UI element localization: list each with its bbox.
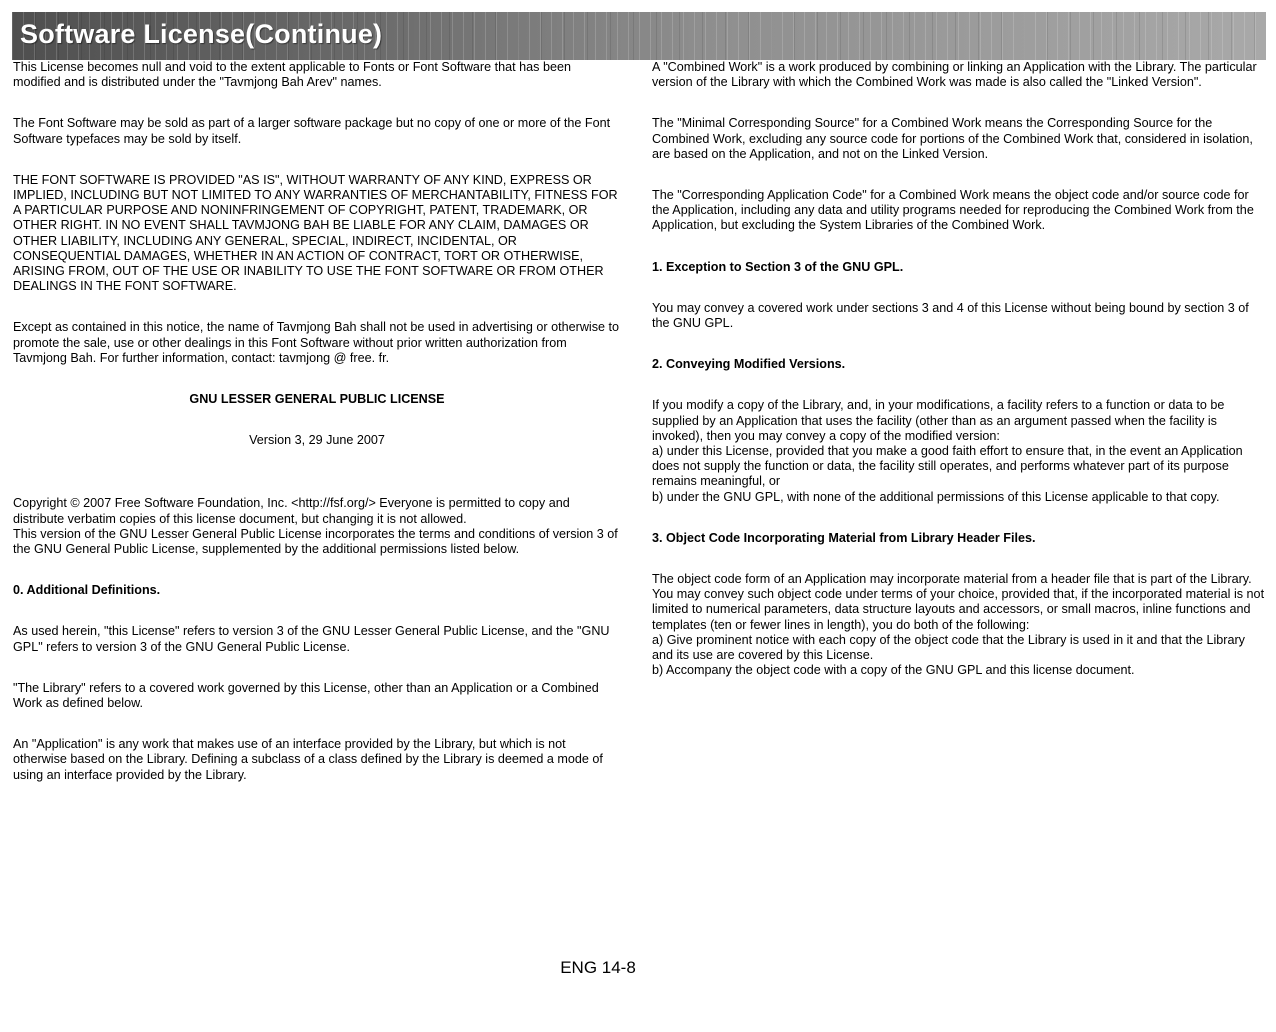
paragraph-copyright: Copyright © 2007 Free Software Foundation, Inc. <http://fsf.org/> Everyone is permitted to copy and distribute verbatim copies of this license document, but changing it is not allowed. This version of the GNU Lesser General Public License incorporates the terms and conditions of version 3 of the GNU General Public License, supplemented by the additional permissions listed below. bbox=[13, 496, 618, 557]
left-column bbox=[13, 60, 621, 809]
paragraph-font-null-void: This License becomes null and void to the extent applicable to Fonts or Font Software that has been modified and is distributed under the "Tavmjong Bah Arev" names. bbox=[13, 60, 571, 90]
paragraph-font-name-notice: Except as contained in this notice, the name of Tavmjong Bah shall not be used in advertising or otherwise to promote the sale, use or other dealings in this Font Software without prior written authorization from Tavmjong Bah. For further information, contact: tavmjong @ free. fr. bbox=[13, 320, 620, 365]
paragraph-font-sale: The Font Software may be sold as part of a larger software package but no copy of one or more of the Font Software typefaces may be sold by itself. bbox=[13, 116, 611, 146]
paragraph-convey-covered-work: You may convey a covered work under sections 3 and 4 of this License without being bound by section 3 of the GNU GPL. bbox=[652, 300, 1249, 331]
paragraph-the-library: "The Library" refers to a covered work governed by this License, other than an Application or a Combined Work as defined below. bbox=[13, 680, 599, 711]
heading-object-code-header: 3. Object Code Incorporating Material from Library Header Files. bbox=[652, 530, 1036, 545]
page-title: Software License(Continue) bbox=[20, 19, 383, 49]
paragraph-minimal-source: The "Minimal Corresponding Source" for a Combined Work means the Corresponding Source for the Combined Work, excluding any source code for portions of the Combined Work that, considered in isolation, are based on the Application, and not on the Linked Version. bbox=[652, 116, 1253, 161]
paragraph-application-code: The "Corresponding Application Code" for a Combined Work means the object code and/or source code for the Application, including any data and utility programs needed for reproducing the Combined Work from the Application, but excluding the System Libraries of the Combined Work. bbox=[652, 188, 1254, 233]
section-title-lgpl: GNU LESSER GENERAL PUBLIC LICENSE bbox=[189, 392, 445, 407]
page-number: ENG 14-8 bbox=[560, 958, 636, 977]
paragraph-this-license: As used herein, "this License" refers to version 3 of the GNU Lesser General Public License, and the "GNU GPL" refers to version 3 of the GNU General Public License. bbox=[13, 624, 610, 654]
paragraph-font-warranty: THE FONT SOFTWARE IS PROVIDED "AS IS", WITHOUT WARRANTY OF ANY KIND, EXPRESS OR IMPLIED, INCLUDING BUT NOT LIMITED TO ANY WARRANTIES OF MERCHANTABILITY, FITNESS FOR A PARTICULAR PURPOSE AND NONINFRINGEMENT OF COPYRIGHT, PATENT, TRADEMARK, OR OTHER RIGHT. IN NO EVENT SHALL TAVMJONG BAH BE LIABLE FOR ANY CLAIM, DAMAGES OR OTHER LIABILITY, INCLUDING ANY GENERAL, SPECIAL, INDIRECT, INCIDENTAL, OR CONSEQUENTIAL DAMAGES, WHETHER IN AN ACTION OF CONTRACT, TORT OR OTHERWISE, ARISING FROM, OUT OF THE USE OR INABILITY TO USE THE FONT SOFTWARE OR FROM OTHER DEALINGS IN THE FONT SOFTWARE. bbox=[13, 172, 618, 294]
heading-conveying-modified: 2. Conveying Modified Versions. bbox=[652, 357, 846, 372]
paragraph-combined-work: A "Combined Work" is a work produced by combining or linking an Application with the Library. The particular version of the Library with which the Combined Work was made is also called the "Linked Version". bbox=[652, 60, 1257, 90]
paragraph-application: An "Application" is any work that makes use of an interface provided by the Library, but which is not otherwise based on the Library. Defining a subclass of a class defined by the Library is deemed a mode of using an interface provided by the Library. bbox=[13, 737, 603, 782]
paragraph-object-code-form: The object code form of an Application may incorporate material from a header file that is part of the Library. You may convey such object code under terms of your choice, provided that, if the incorporated material is not limited to numerical parameters, data structure layouts and accessors, or small macros, inline functions and templates (ten or fewer lines in length), you do both of the following: a) Give prominent notice with each copy of the object code that the Library is used in it and that the Library and its use are covered by this License. b) Accompany the object code with a copy of the GNU GPL and this license document. bbox=[652, 572, 1265, 678]
paragraph-modify-library: If you modify a copy of the Library, and, in your modifications, a facility refers to a function or data to be supplied by an Application that uses the facility (other than as an argument passed when the facility is invoked), then you may convey a copy of the modified version: a) under this License, provided that you make a good faith effort to ensure that, in the event an Application does not supply the function or data, the facility still operates, and performs whatever part of its purpose remains meaningful, or b) under the GNU GPL, with none of the additional permissions of this License applicable to that copy. bbox=[652, 398, 1243, 504]
heading-additional-definitions: 0. Additional Definitions. bbox=[13, 583, 161, 598]
right-column bbox=[652, 60, 1266, 704]
page-header-banner bbox=[12, 12, 1266, 60]
heading-exception-section-3: 1. Exception to Section 3 of the GNU GPL. bbox=[652, 259, 904, 274]
lgpl-version: Version 3, 29 June 2007 bbox=[249, 433, 385, 448]
